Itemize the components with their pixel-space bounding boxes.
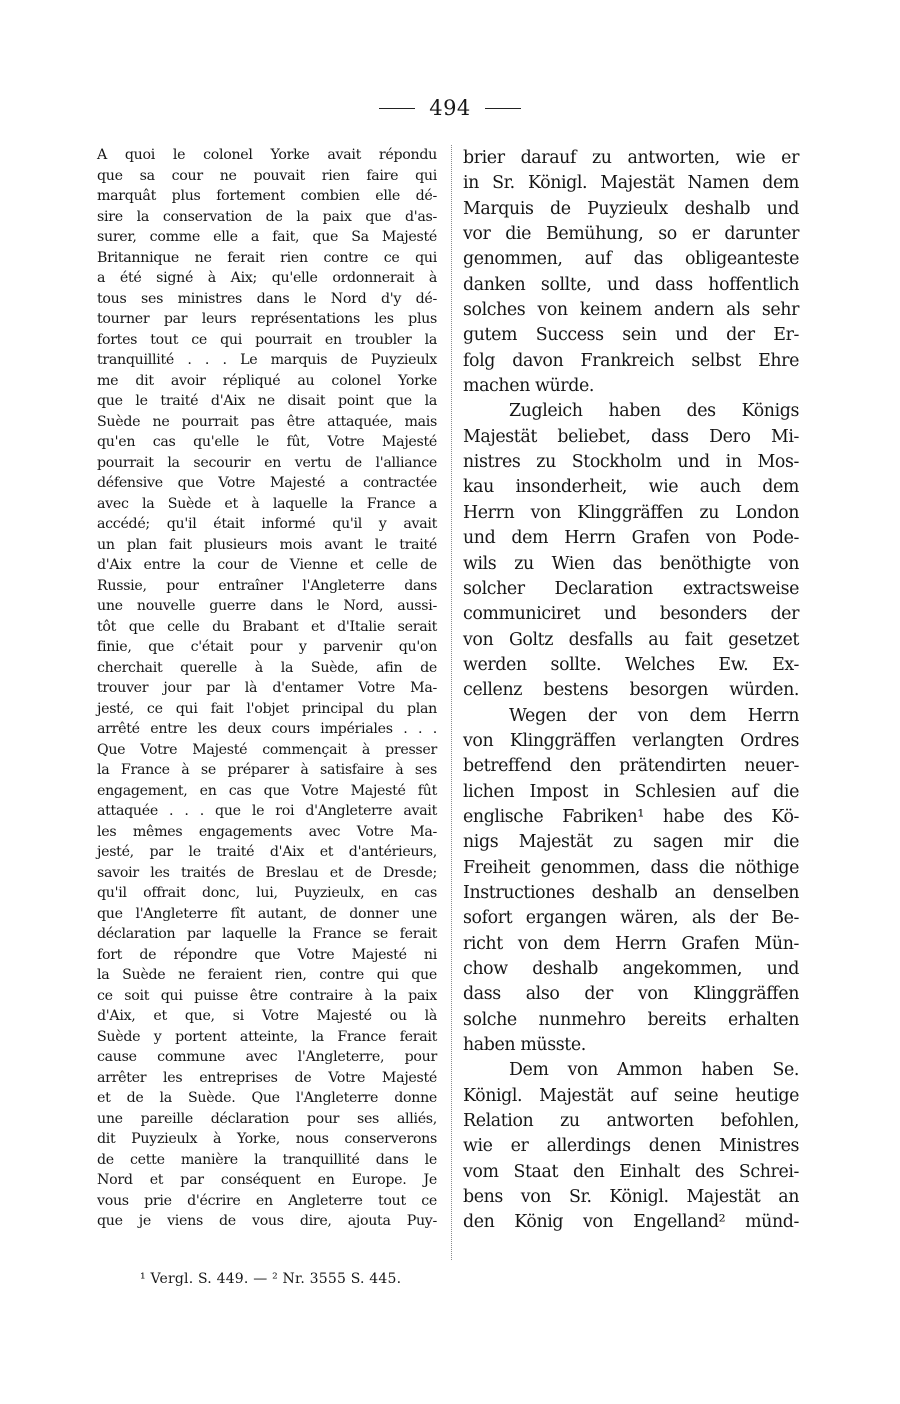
text-line: lichen Impost in Schlesien auf die [463, 781, 799, 802]
text-line: Herrn von Klinggräffen zu London [463, 502, 799, 523]
text-line: une nouvelle guerre dans le Nord, aussi- [97, 598, 437, 614]
text-line: savoir les traités de Breslau et de Dresde; [97, 864, 437, 881]
text-line: que sa cour ne pouvait rien faire qui [97, 167, 437, 184]
text-line: jesté, ce qui fait l'objet principal du plan [97, 700, 437, 717]
text-line: de cette manière la tranquillité dans le [97, 1151, 437, 1168]
text-line: Russie, pour entraîner l'Angleterre dans [97, 577, 437, 594]
text-line: la Suède ne feraient rien, contre qui que [97, 967, 437, 983]
page-number: 494 [429, 96, 471, 120]
text-line: Suède ne pourrait pas être attaquée, mais [97, 413, 437, 430]
text-line: marquât plus fortement combien elle dé- [97, 188, 437, 204]
text-line: nigs Majestät zu sagen mir die [463, 832, 799, 853]
text-line: cherchait querelle à la Suède, afin de [97, 659, 437, 676]
text-line: tranquillité . . . Le marquis de Puyzieulx [97, 352, 437, 368]
text-line: qu'il offrait donc, lui, Puyzieulx, en cas [97, 885, 437, 901]
text-line: défensive que Votre Majesté a contractée [97, 475, 437, 491]
text-line: que l'Angleterre fît autant, de donner une [97, 905, 437, 922]
text-line: cellenz bestens besorgen würden. [463, 680, 799, 701]
text-line: brier darauf zu antworten, wie er [463, 148, 799, 168]
header-dash-right [485, 108, 521, 109]
left-column-french-text [97, 145, 437, 1232]
column-divider [451, 145, 452, 1260]
text-line: déclaration par laquelle la France se ferait [97, 926, 437, 942]
text-line: in Sr. Königl. Majestät Namen dem [463, 173, 799, 194]
text-line: haben müsste. [463, 1035, 586, 1056]
text-line: Que Votre Majesté commençait à presser [97, 741, 437, 758]
right-column-german-text [463, 146, 799, 1236]
text-line: cause commune avec l'Angleterre, pour [97, 1049, 437, 1065]
text-line: Dem von Ammon haben Se. [509, 1060, 799, 1081]
text-line: tous ses ministres dans le Nord d'y dé- [97, 290, 437, 307]
text-line: qu'en cas qu'elle le fût, Votre Majesté [97, 434, 437, 450]
text-line: finie, que c'était pour y parvenir qu'on [97, 639, 437, 655]
text-line: Königl. Majestät auf seine heutige [463, 1085, 799, 1106]
text-line: Nord et par conséquent en Europe. Je [97, 1172, 437, 1188]
text-line: Relation zu antworten befohlen, [463, 1111, 799, 1132]
text-line: engagement, en cas que Votre Majesté fût [97, 782, 437, 799]
text-line: trouver jour par là d'entamer Votre Ma- [97, 680, 437, 696]
text-line: fort de répondre que Votre Majesté ni [97, 946, 437, 963]
text-line: wils zu Wien das benöthigte von [463, 553, 799, 574]
text-line: kau insonderheit, wie auch dem [463, 477, 799, 498]
text-line: genommen, auf das obligeanteste [463, 249, 799, 270]
text-line: d'Aix entre la cour de Vienne et celle de [97, 557, 437, 573]
text-line: accédé; qu'il était informé qu'il y avait [97, 516, 437, 532]
page-header [0, 96, 900, 120]
footnotes: ¹ Vergl. S. 449. — ² Nr. 3555 S. 445. [140, 1271, 402, 1287]
text-line: communiciret und besonders der [463, 604, 799, 625]
text-line: gutem Success sein und der Er- [463, 325, 799, 346]
text-line: betreffend den prätendirten neuer- [463, 756, 799, 777]
text-line: tôt que celle du Brabant et d'Italie serait [97, 618, 437, 635]
text-line: que je viens de vous dire, ajouta Puy- [97, 1213, 437, 1229]
text-line: que le traité d'Aix ne disait point que la [97, 393, 437, 409]
text-line: Britannique ne ferait rien contre ce qui [97, 249, 437, 266]
text-line: un plan fait plusieurs mois avant le traité [97, 536, 437, 553]
text-line: me dit avoir répliqué au colonel Yorke [97, 372, 437, 389]
text-line: Zugleich haben des Königs [509, 401, 799, 422]
text-line: tourner par leurs représentations les plus [97, 311, 437, 327]
text-line: d'Aix, et que, si Votre Majesté ou là [97, 1008, 437, 1024]
text-line: Instructiones deshalb an denselben [463, 882, 799, 903]
text-line: surer, comme elle a fait, que Sa Majesté [97, 229, 437, 245]
text-line: chow deshalb angekommen, und [463, 959, 799, 979]
text-line: la France à se préparer à satisfaire à ses [97, 762, 437, 778]
text-line: werden sollte. Welches Ew. Ex- [463, 654, 799, 675]
text-line: arrêter les entreprises de Votre Majesté [97, 1069, 437, 1086]
text-line: Suède y portent atteinte, la France ferait [97, 1028, 437, 1045]
text-line: solches von keinem andern als sehr [463, 300, 799, 321]
header-dash-left [379, 108, 415, 109]
text-line: vor die Bemühung, so er darunter [463, 224, 799, 245]
text-line: vom Staat den Einhalt des Schrei- [463, 1161, 799, 1182]
text-line: Wegen der von dem Herrn [509, 705, 799, 726]
text-line: vous prie d'écrire en Angleterre tout ce [97, 1192, 437, 1209]
text-line: folg davon Frankreich selbst Ehre [463, 350, 799, 371]
text-line: une pareille déclaration pour ses alliés, [97, 1110, 437, 1127]
text-line: von Goltz desfalls au fait gesetzet [463, 629, 799, 650]
text-line: et de la Suède. Que l'Angleterre donne [97, 1090, 437, 1106]
text-line: solche nunmehro bereits erhalten [463, 1009, 799, 1030]
text-line: von Klinggräffen verlangten Ordres [463, 730, 799, 751]
text-line: Freiheit genommen, dass die nöthige [463, 857, 799, 878]
text-line: fortes tout ce qui pourrait en troubler la [97, 331, 437, 348]
text-line: wie er allerdings denen Ministres [463, 1136, 799, 1157]
text-line: pourrait la secourir en vertu de l'alliance [97, 454, 437, 471]
text-line: Majestät beliebet, dass Dero Mi- [463, 426, 799, 447]
text-line: dit Puyzieulx à Yorke, nous conserverons [97, 1131, 437, 1147]
text-line: solcher Declaration extractsweise [463, 578, 799, 599]
text-line: dass also der von Klinggräffen [463, 984, 799, 1005]
text-line: ce soit qui puisse être contraire à la paix [97, 987, 437, 1004]
text-line: sire la conservation de la paix que d'as- [97, 208, 437, 225]
text-line: sofort ergangen wären, als der Be- [463, 908, 799, 929]
text-line: arrêté entre les deux cours impériales . . . [97, 721, 437, 737]
text-line: richt von dem Herrn Grafen Mün- [463, 933, 799, 954]
text-line: nistres zu Stockholm und in Mos- [463, 452, 799, 473]
text-line: machen würde. [463, 376, 594, 397]
text-line: bens von Sr. Königl. Majestät an [463, 1187, 799, 1208]
text-line: A quoi le colonel Yorke avait répondu [97, 147, 437, 163]
text-line: und dem Herrn Grafen von Pode- [463, 528, 799, 549]
text-line: Marquis de Puyzieulx deshalb und [463, 198, 799, 219]
text-line: danken sollte, und dass hoffentlich [463, 274, 799, 295]
text-line: les mêmes engagements avec Votre Ma- [97, 823, 437, 840]
text-line: attaquée . . . que le roi d'Angleterre avait [97, 803, 437, 819]
text-line: a été signé à Aix; qu'elle ordonnerait à [97, 270, 437, 286]
text-line: den König von Engelland² münd- [463, 1212, 799, 1233]
text-line: avec la Suède et à laquelle la France a [97, 495, 437, 512]
text-line: englische Fabriken¹ habe des Kö- [463, 806, 799, 827]
text-line: jesté, par le traité d'Aix et d'antérieurs, [97, 844, 437, 860]
